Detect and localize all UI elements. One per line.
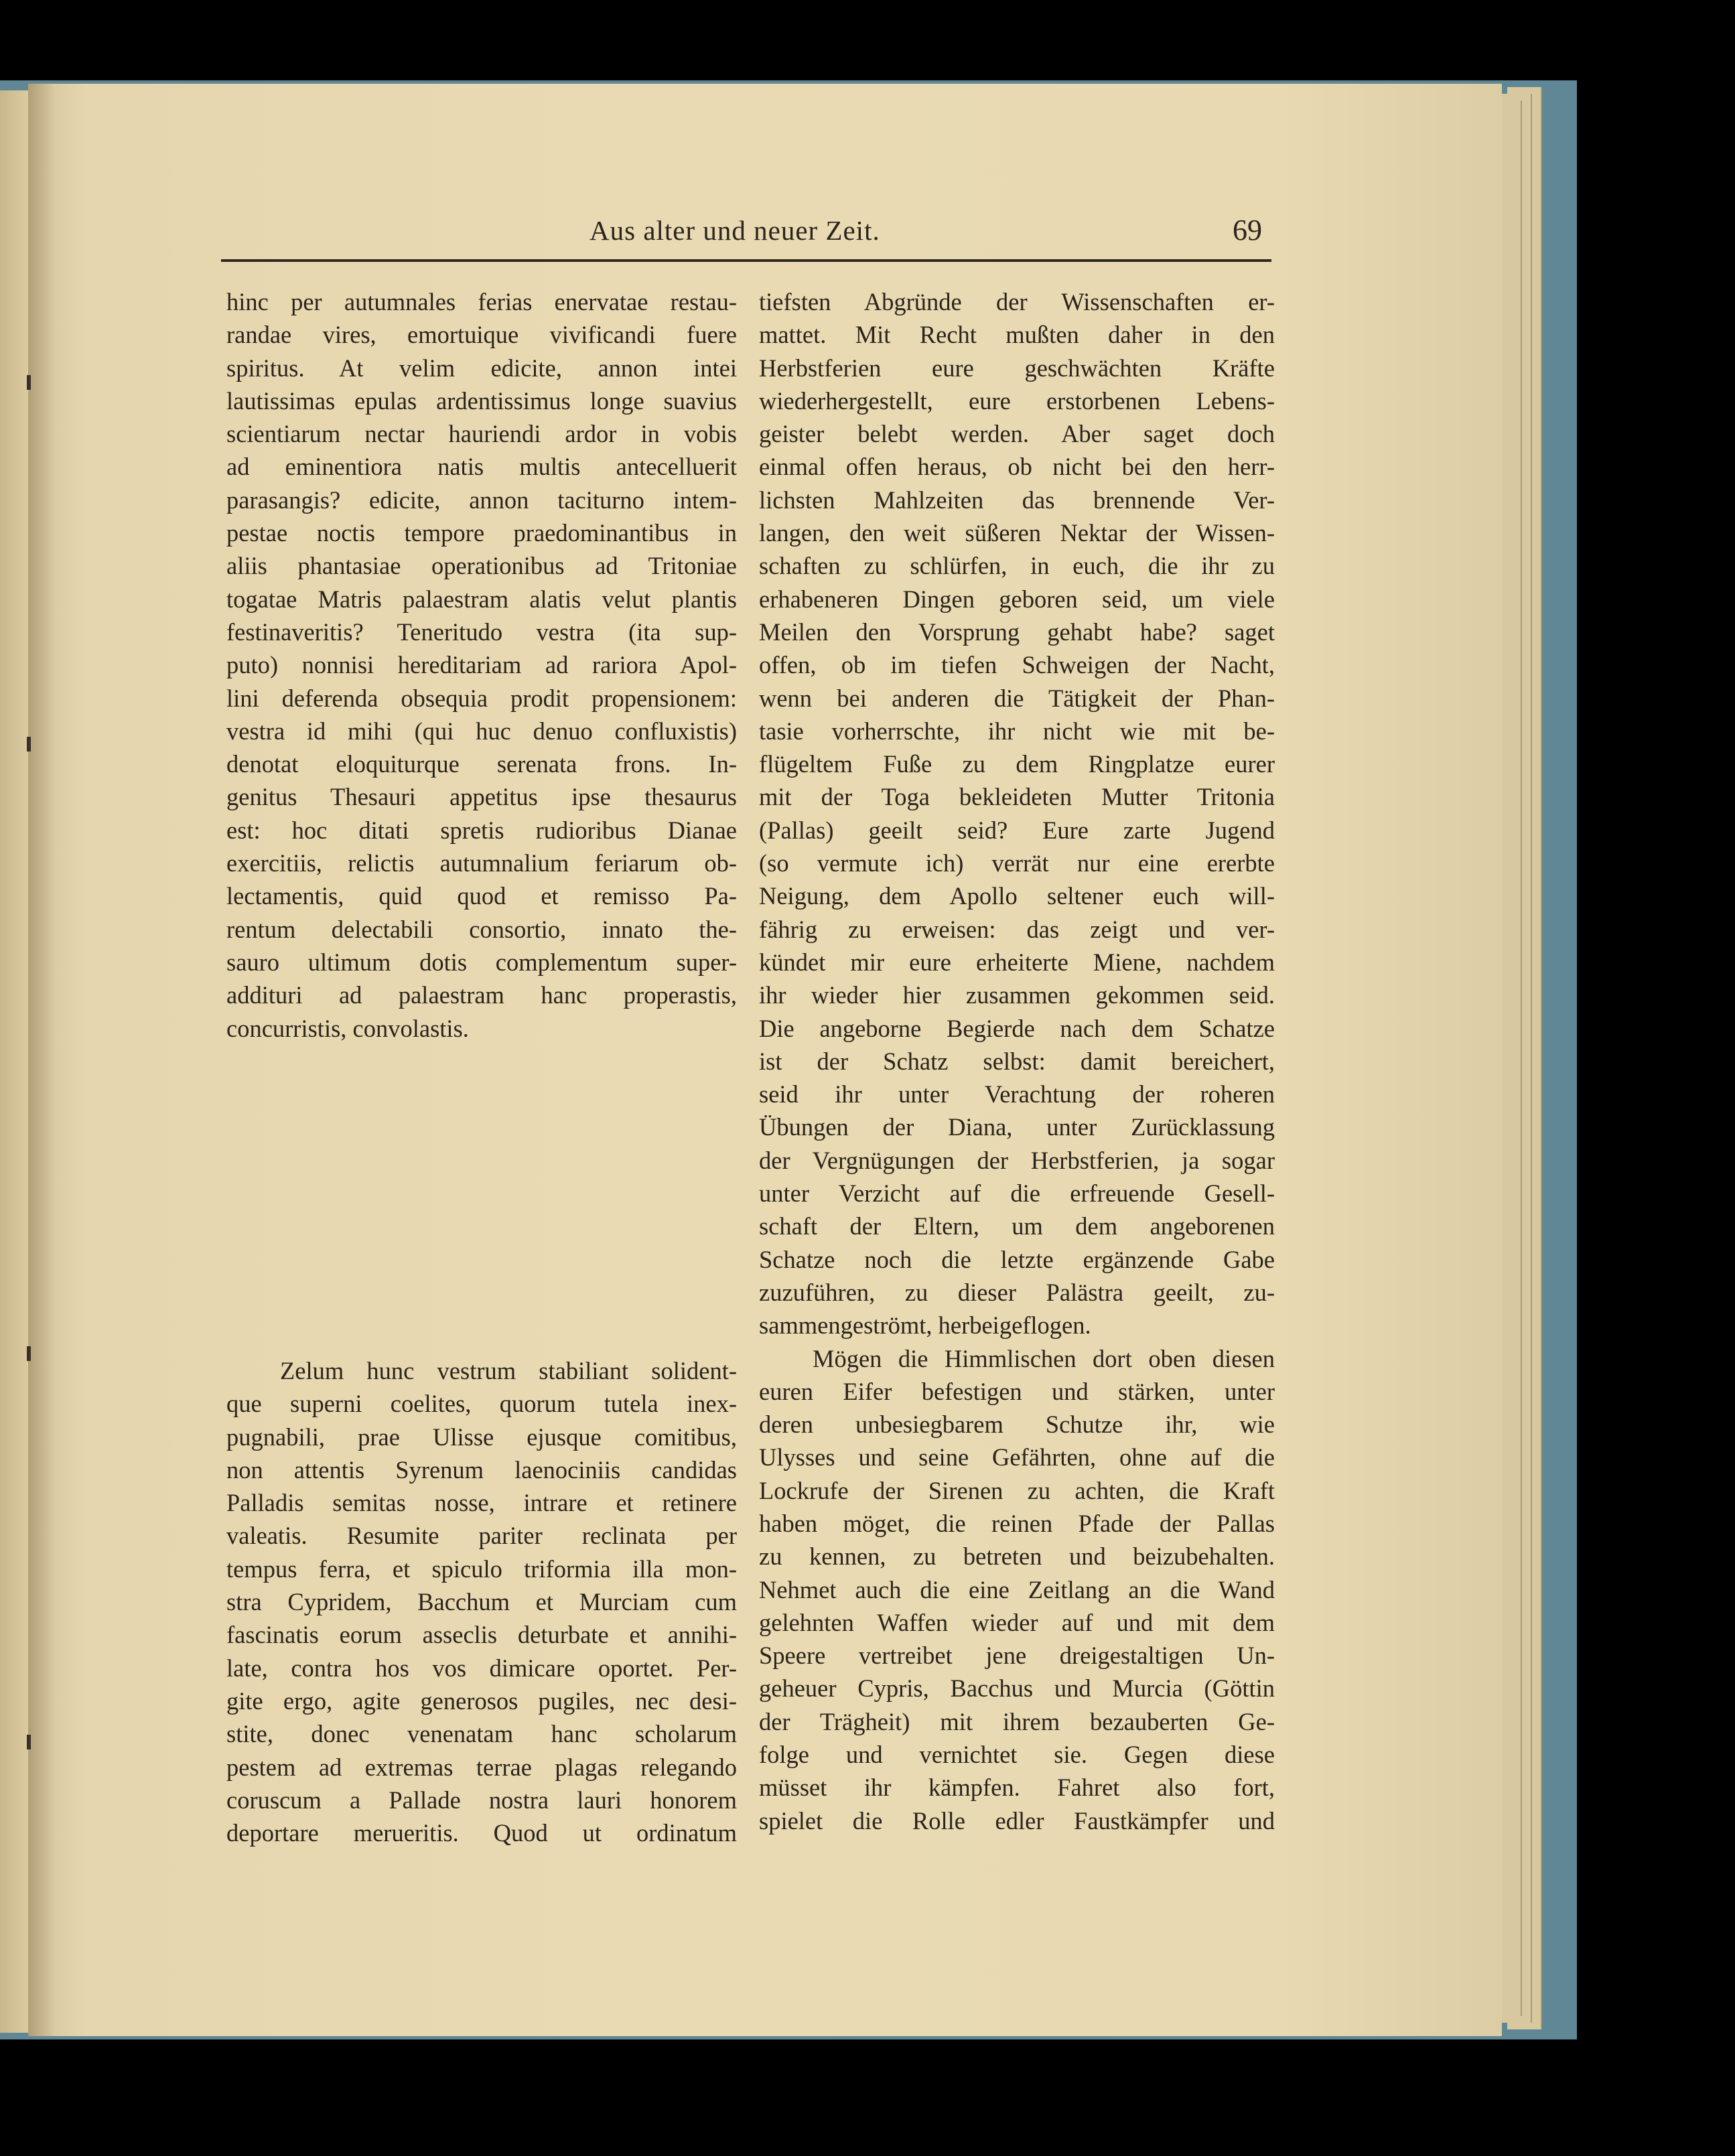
text-line: stra Cypridem, Bacchum et Murciam cum [226,1588,737,1616]
text-line: der Vergnügungen der Herbstferien, ja sogar [759,1146,1275,1174]
text-line: offen, ob im tiefen Schweigen der Nacht, [759,651,1275,679]
text-line: müsset ihr kämpfen. Fahret also fort, [759,1774,1275,1802]
text-line: ad eminentiora natis multis antecelluerit [226,453,737,481]
text-line: gite ergo, agite generosos pugiles, nec desi- [226,1686,737,1715]
facing-page-edge [0,90,28,2033]
text-line: spielet die Rolle edler Faustkämpfer und [759,1806,1275,1835]
text-line: rentum delectabili consortio, innato the- [226,915,737,943]
latin-column-part1 [226,285,737,1045]
text-line: erhabeneren Dingen geboren seid, um viele [759,585,1275,613]
text-line: puto) nonnisi hereditariam ad rariora Apol- [226,651,737,679]
text-line: der Trägheit) mit ihrem bezauberten Ge- [759,1707,1275,1735]
text-line: euren Eifer befestigen und stärken, unter [759,1377,1275,1405]
text-line: denotat eloquiturque serenata frons. In- [226,750,737,778]
text-line: vestra id mihi (qui huc denuo confluxistis) [226,717,737,745]
text-line: kündet mir eure erheiterte Miene, nachdem [759,948,1275,976]
text-line: fascinatis eorum asseclis deturbate et annihi- [226,1621,737,1649]
text-line: zuzuführen, zu dieser Palästra geeilt, zu- [759,1278,1275,1306]
text-line: geister belebt werden. Aber saget doch [759,420,1275,448]
text-line: aliis phantasiae operationibus ad Tritoniae [226,552,737,580]
text-line: wiederhergestellt, eure erstorbenen Lebens- [759,386,1275,415]
binding-mark [27,375,31,390]
text-line: hinc per autumnales ferias enervatae restau- [226,288,737,315]
text-line: sauro ultimum dotis complementum super- [226,948,737,976]
text-line: est: hoc ditati spretis rudioribus Dianae [226,816,737,844]
latin-column-part2 [226,1354,737,1849]
text-line: valeatis. Resumite pariter reclinata per [226,1522,737,1550]
text-line: Schatze noch die letzte ergänzende Gabe [759,1245,1275,1273]
text-line: genitus Thesauri appetitus ipse thesaurus [226,783,737,811]
page-number: 69 [1233,214,1262,246]
text-line: scientiarum nectar hauriendi ardor in vobis [226,420,737,448]
text-line: mit der Toga bekleideten Mutter Tritonia [759,783,1275,811]
text-line: Nehmet auch die eine Zeitlang an die Wand [759,1575,1275,1603]
text-line: togatae Matris palaestram alatis velut plantis [226,585,737,613]
text-line: Neigung, dem Apollo seltener euch will- [759,882,1275,910]
text-line: deportare merueritis. Quod ut ordinatum [226,1819,737,1847]
text-line: gelehnten Waffen wieder auf und mit dem [759,1608,1275,1636]
gutter-shadow [28,84,55,2036]
german-column [759,285,1275,1837]
text-line: flügeltem Fuße zu dem Ringplatze eurer [759,750,1275,778]
text-line: ihr wieder hier zusammen gekommen seid. [759,981,1275,1009]
text-line: mattet. Mit Recht mußten daher in den [759,321,1275,349]
text-line: Lockrufe der Sirenen zu achten, die Kraft [759,1476,1275,1504]
text-line: festinaveritis? Teneritudo vestra (ita sup- [226,618,737,646]
text-line: tempus ferra, et spiculo triformia illa mon- [226,1555,737,1583]
text-line: Speere vertreibet jene dreigestaltigen Un- [759,1642,1275,1670]
binding-mark [27,1735,31,1749]
binding-mark [27,1346,31,1361]
text-line: que superni coelites, quorum tutela inex- [226,1390,737,1418]
text-line: lichsten Mahlzeiten das brennende Ver- [759,486,1275,514]
text-line: deren unbesiegbarem Schutze ihr, wie [759,1411,1275,1439]
text-line: pestae noctis tempore praedominantibus in [226,519,737,547]
text-line: Zelum hunc vestrum stabiliant solident- [280,1357,737,1384]
text-line: schaft der Eltern, um dem angeborenen [759,1212,1275,1240]
text-line: folge und vernichtet sie. Gegen diese [759,1741,1275,1769]
header-rule [221,259,1271,262]
text-line: tasie vorherrschte, ihr nicht wie mit be- [759,717,1275,745]
text-line: (so vermute ich) verrät nur eine ererbte [759,849,1275,877]
text-line: Mögen die Himmlischen dort oben diesen [813,1344,1275,1372]
text-line: Palladis semitas nosse, intrare et retinere [226,1489,737,1517]
text-line: unter Verzicht auf die erfreuende Gesell- [759,1179,1275,1208]
text-line: Übungen der Diana, unter Zurücklassung [759,1113,1275,1141]
text-line: lautissimas epulas ardentissimus longe suavius [226,386,737,415]
running-head: Aus alter und neuer Zeit. [589,215,880,246]
text-line: non attentis Syrenum laenociniis candidas [226,1455,737,1484]
text-line: ist der Schatz selbst: damit bereichert, [759,1047,1275,1075]
text-line: einmal offen heraus, ob nicht bei den herr- [759,453,1275,481]
text-line: randae vires, emortuique vivificandi fuere [226,321,737,349]
text-line: langen, den weit süßeren Nektar der Wissen- [759,519,1275,547]
text-line: pugnabili, prae Ulisse ejusque comitibus, [226,1423,737,1451]
text-line: exercitiis, relictis autumnalium feriarum ob- [226,849,737,877]
binding-mark [27,737,31,751]
text-line: haben möget, die reinen Pfade der Pallas [759,1509,1275,1537]
text-line: coruscum a Pallade nostra lauri honorem [226,1786,737,1814]
text-line: fährig zu erweisen: das zeigt und ver- [759,915,1275,943]
text-line: (Pallas) geeilt seid? Eure zarte Jugend [759,816,1275,844]
text-line: addituri ad palaestram hanc properastis, [226,981,737,1009]
text-line: spiritus. At velim edicite, annon intei [226,354,737,382]
text-line: zu kennen, zu betreten und beizubehalten. [759,1542,1275,1571]
text-line: stite, donec venenatam hanc scholarum [226,1720,737,1748]
text-line: Ulysses und seine Gefährten, ohne auf die [759,1443,1275,1471]
text-line: schaften zu schlürfen, in euch, die ihr zu [759,552,1275,580]
text-line: Herbstferien eure geschwächten Kräfte [759,354,1275,382]
text-line: pestem ad extremas terrae plagas relegando [226,1753,737,1781]
text-line: late, contra hos vos dimicare oportet. Per- [226,1654,737,1682]
text-line: concurristis, convolastis. [226,1014,469,1042]
text-line: tiefsten Abgründe der Wissenschaften er- [759,288,1275,315]
text-line: wenn bei anderen die Tätigkeit der Phan- [759,684,1275,712]
text-line: sammengeströmt, herbeigeflogen. [759,1311,1091,1340]
text-line: geheuer Cypris, Bacchus und Murcia (Göttin [759,1674,1275,1703]
text-line: parasangis? edicite, annon taciturno intem- [226,486,737,514]
text-line: Meilen den Vorsprung gehabt habe? saget [759,618,1275,646]
text-line: lini deferenda obsequia prodit propensionem: [226,684,737,712]
text-line: lectamentis, quid quod et remisso Pa- [226,882,737,910]
text-line: seid ihr unter Verachtung der roheren [759,1080,1275,1108]
text-line: Die angeborne Begierde nach dem Schatze [759,1014,1275,1042]
